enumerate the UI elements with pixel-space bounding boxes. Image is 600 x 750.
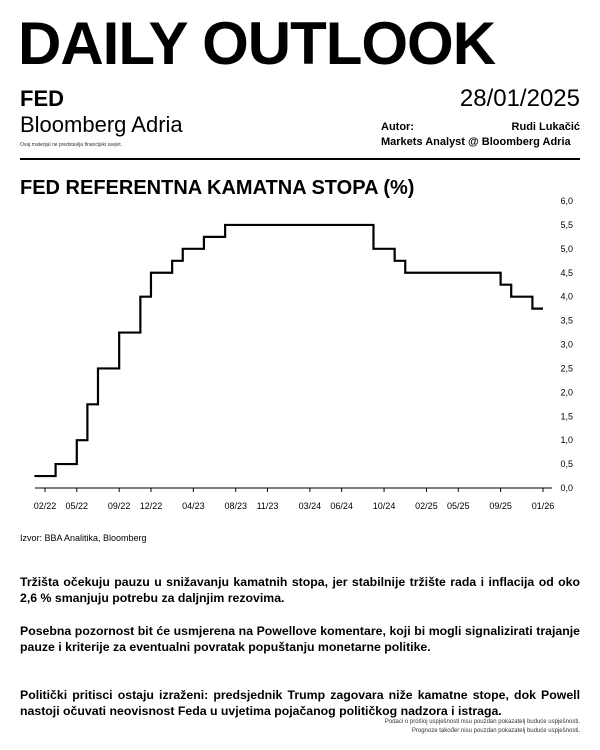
x-tick-label: 05/22: [65, 501, 89, 511]
paragraph-3: Politički pritisci ostaju izraženi: predsjednik Trump zagovara niže kamatne stope, dok Powell nastoji očuvati neovisnost Feda u uvjetima pojačanog političkog nadzora i istraga.: [20, 688, 580, 719]
y-tick-label: 5,5: [560, 219, 573, 230]
author-role: Markets Analyst @ Bloomberg Adria: [381, 136, 571, 148]
x-tick-label: 11/23: [256, 501, 279, 511]
brand-name: Bloomberg Adria: [20, 112, 183, 137]
x-tick-label: 02/22: [33, 501, 57, 511]
x-tick-label: 12/22: [139, 501, 163, 511]
y-tick-label: 1,5: [560, 411, 573, 422]
footnote-line-1: Podaci o prošloj uspješnosti nisu pouzdan pokazatelj buduće uspješnosti.: [384, 719, 580, 725]
x-tick-label: 03/24: [298, 501, 322, 511]
x-tick-label: 09/22: [107, 501, 131, 511]
x-tick-label: 06/24: [330, 501, 353, 511]
section-label: FED: [20, 86, 64, 111]
y-tick-label: 3,5: [560, 315, 573, 326]
header-divider: [20, 158, 580, 160]
y-tick-label: 1,0: [560, 435, 573, 446]
x-tick-label: 08/23: [224, 501, 247, 511]
x-tick-label: 04/23: [182, 501, 205, 511]
y-tick-label: 2,0: [560, 387, 573, 398]
paragraph-2: Posebna pozornost bit će usmjerena na Powellove komentare, koji bi mogli signalizirati trajanje pauze i kriterije za eventualni povratak popuštanju monetarne politike.: [20, 624, 580, 655]
chart-title: FED REFERENTNA KAMATNA STOPA (%): [20, 177, 415, 199]
paragraph-1: Tržišta očekuju pauzu u snižavanju kamatnih stopa, jer stabilnije tržište rada i inflacija od oko 2,6 % smanjuju potrebu za daljnjim rezovima.: [20, 575, 580, 606]
footnote-line-2: Prognoze također nisu pouzdan pokazatelj buduće uspješnosti.: [411, 728, 580, 734]
x-tick-label: 09/25: [489, 501, 512, 511]
x-tick-label: 05/25: [446, 501, 470, 511]
y-tick-label: 0,0: [560, 483, 573, 493]
y-tick-label: 4,5: [560, 267, 573, 278]
publication-date: 28/01/2025: [459, 85, 580, 112]
y-tick-label: 5,0: [560, 243, 573, 254]
x-tick-label: 10/24: [372, 501, 396, 511]
rate-chart: [0, 190, 600, 520]
y-tick-label: 6,0: [560, 196, 573, 206]
x-tick-label: 02/25: [415, 501, 438, 511]
footnote: [385, 718, 580, 736]
author-name: Rudi Lukačić: [511, 121, 580, 133]
y-tick-label: 0,5: [560, 459, 573, 470]
source-note: Izvor: BBA Analitika, Bloomberg: [20, 533, 147, 543]
rate-series-line: [34, 225, 543, 476]
y-tick-label: 3,0: [560, 339, 573, 350]
x-tick-label: 01/26: [531, 501, 555, 511]
y-tick-label: 4,0: [560, 291, 573, 302]
masthead: DAILY OUTLOOK: [18, 10, 496, 77]
y-tick-label: 2,5: [560, 363, 573, 374]
author-label: Autor:: [381, 121, 414, 133]
disclaimer: Ovaj materijal ne predstavlja financijski savjet.: [20, 142, 122, 148]
